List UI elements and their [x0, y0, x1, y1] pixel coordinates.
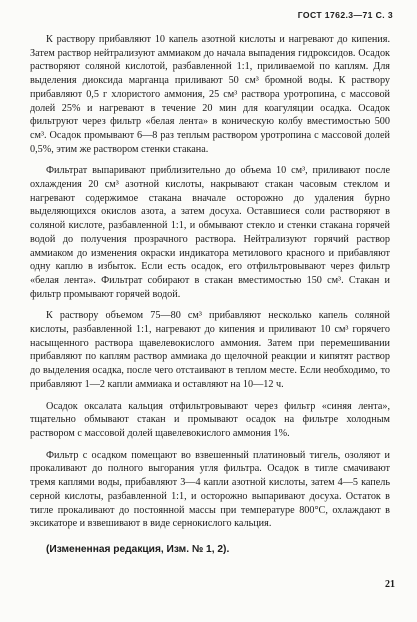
paragraph-3: К раствору объемом 75—80 см³ прибавляют несколько капель соляной кислоты, разбавленной 1:1, нагревают до кипения и приливают 10 см³ горячего насыщенного раствора щавелевокислого аммония. Затем при перемешивании прибавляют по каплям раствор аммиака до щелочной реакции и кипятят раствор до выделения осадка, после чего отстаивают в теплом месте. Если необходимо, то прибавляют 1—2 капли аммиака и оставляют на 10—12 ч. [30, 310, 390, 390]
paragraph-2: Фильтрат выпаривают приблизительно до объема 10 см³, приливают после охлаждения 20 см³ азотной кислоты, накрывают стакан часовым стеклом и нагревают содержимое стакана вначале осторожно до удаления бурно выделяющихся окислов азота, а затем досуха. Оставшиеся соли растворяют в соляной кислоте, разбавленной 1:1, и обмывают стекло и стенки стакана горячей водой до получения прозрачного раствора. Нейтрализуют горячий раствор аммиаком до изменения окраски индикатора метилового красного и прибавляют одну каплю в избыток. Если есть осадок, его отфильтровывают через фильтр «белая лента». Фильтрат собирают в стакан вместимостью 150 см³. Стакан и фильтр промывают горячей водой. [30, 165, 390, 300]
paragraph-5: Фильтр с осадком помещают во взвешенный платиновый тигель, озоляют и прокаливают до полного выгорания угля фильтра. Осадок в тигле смачивают тремя каплями воды, прибавляют 3—4 капли азотной кислоты, затем 4—5 капель серной кислоты, разбавленной 1:1, и осторожно выпаривают досуха. Остаток в тигле прокаливают до постоянной массы при температуре 800°С, охлаждают в эксикаторе и взвешивают в виде сернокислого кальция. [30, 449, 390, 530]
amendment-note: (Измененная редакция, Изм. № 1, 2). [46, 543, 230, 555]
page-header: ГОСТ 1762.3—71 С. 3 [297, 10, 393, 20]
page-number: 21 [385, 579, 395, 590]
paragraph-4: Осадок оксалата кальция отфильтровывают через фильтр «синяя лента», тщательно обмывают стакан и промывают осадок на фильтре холодным раствором с массовой долей щавелевокислого аммония 1%. [30, 400, 390, 439]
paragraph-1: К раствору прибавляют 10 капель азотной кислоты и нагревают до кипения. Затем раствор нейтрализуют аммиаком до начала выпадения гидроксидов. Осадок растворяют соляной кислотой, разбавленной 1:1, приливаемой по каплям. Для выделения диоксида марганца приливают 50 см³ бромной воды. К раствору прибавляют 0,5 г хлористого аммония, 25 см³ раствора уротропина, с массовой долей 25% и нагревают в течение 20 мин для коагуляции осадка. Осадок фильтруют через фильтр «белая лента» в коническую колбу вместимостью 500 см³. Осадок промывают 6—8 раз теплым раствором уротропина с массовой долей 0,5%, этим же раствором стенки стакана. [30, 34, 390, 155]
document-body [30, 33, 390, 557]
